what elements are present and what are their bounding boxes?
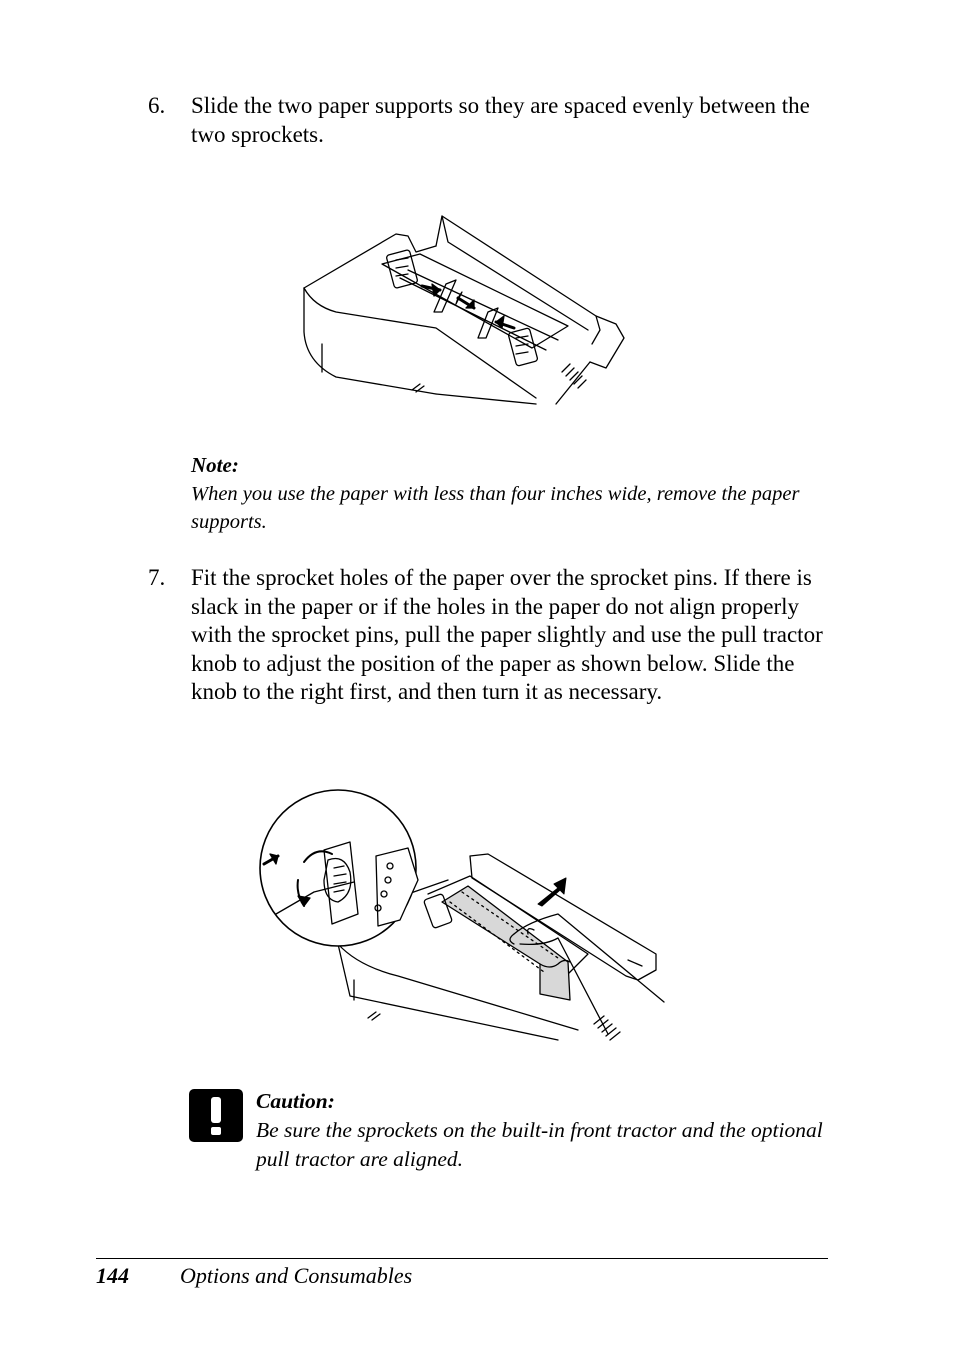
step-text: Fit the sprocket holes of the paper over the sprocket pins. If there is slack in the paper or if the holes in the paper do not align properly with the sprocket pins, pull the paper slightly and use the pull tractor knob to adjust the position of the paper as shown below. Slide the knob to the right first, and then turn it as necessary. — [191, 565, 823, 704]
caution-block — [256, 1087, 846, 1174]
printer-pull-tractor-knob-illustration — [258, 784, 668, 1044]
step-6 — [148, 92, 838, 149]
step-number: 6. — [148, 93, 166, 118]
note-text: When you use the paper with less than four inches wide, remove the paper supports. — [191, 482, 800, 533]
caution-heading: Caution: — [256, 1089, 335, 1113]
caution-icon — [189, 1089, 243, 1142]
note-block — [191, 451, 841, 537]
step-text: Slide the two paper supports so they are spaced evenly between the two sprockets. — [191, 93, 810, 147]
page-number: 144 — [96, 1263, 129, 1288]
step-number: 7. — [148, 565, 166, 590]
step-7 — [148, 564, 838, 707]
note-heading: Note: — [191, 453, 239, 477]
caution-text: Be sure the sprockets on the built-in front tractor and the optional pull tractor are aligned. — [256, 1118, 823, 1171]
printer-paper-supports-illustration — [296, 212, 626, 406]
footer-rule — [96, 1258, 828, 1259]
section-title: Options and Consumables — [180, 1263, 413, 1288]
